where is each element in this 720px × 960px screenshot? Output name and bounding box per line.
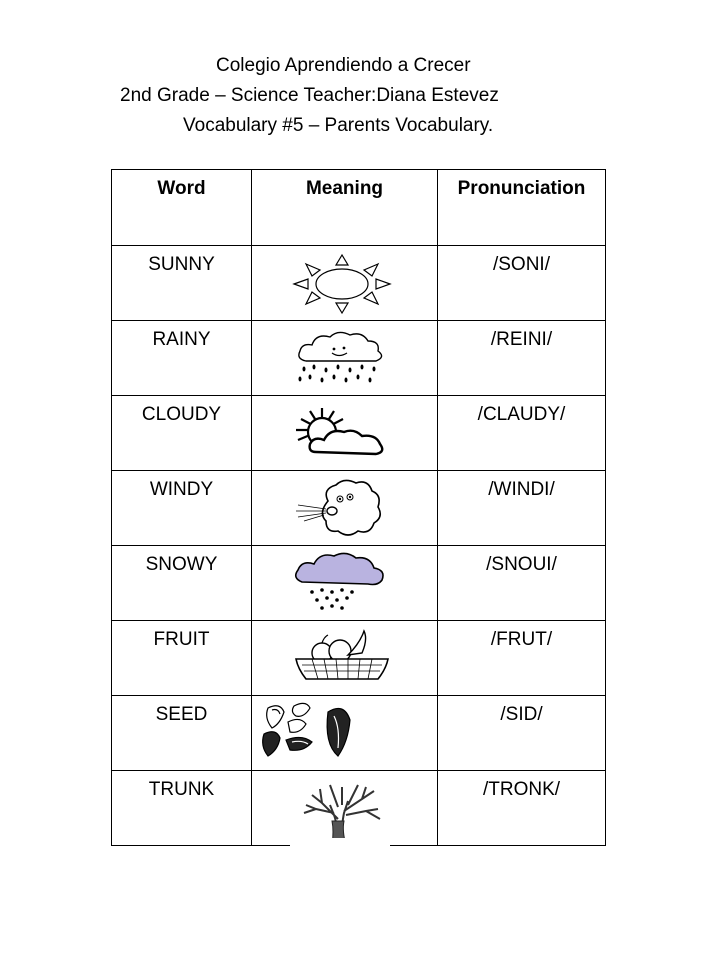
meaning-cell [252, 621, 438, 696]
word-cell: WINDY [112, 471, 252, 546]
sun-icon [282, 250, 402, 316]
pronunciation-cell: /WINDI/ [438, 471, 606, 546]
blowing-cloud-icon [282, 475, 402, 541]
grade-teacher-line: 2nd Grade – Science Teacher:Diana Estevez [120, 85, 499, 106]
header-word: Word [112, 170, 252, 246]
header-pronunciation: Pronunciation [438, 170, 606, 246]
word-cell: SUNNY [112, 246, 252, 321]
meaning-cell [252, 771, 438, 846]
sunflower-seeds-icon [258, 698, 378, 764]
word-cell: SNOWY [112, 546, 252, 621]
header-meaning: Meaning [252, 170, 438, 246]
table-row [112, 321, 606, 396]
table-row [112, 471, 606, 546]
word-cell: RAINY [112, 321, 252, 396]
table-header-row [112, 170, 606, 246]
table-row [112, 621, 606, 696]
word-cell: SEED [112, 696, 252, 771]
tree-trunk-icon [282, 775, 402, 847]
rain-cloud-icon [282, 325, 402, 391]
pronunciation-cell: /SNOUI/ [438, 546, 606, 621]
vocabulary-title: Vocabulary #5 – Parents Vocabulary. [183, 115, 494, 136]
word-cell: TRUNK [112, 771, 252, 846]
pronunciation-cell: /FRUT/ [438, 621, 606, 696]
pronunciation-cell: /CLAUDY/ [438, 396, 606, 471]
meaning-cell [252, 471, 438, 546]
word-cell: CLOUDY [112, 396, 252, 471]
image-overlap-gap [290, 838, 390, 848]
table-row [112, 696, 606, 771]
meaning-cell [252, 246, 438, 321]
table-row [112, 546, 606, 621]
table-row [112, 396, 606, 471]
vocabulary-table [111, 169, 606, 846]
pronunciation-cell: /TRONK/ [438, 771, 606, 846]
meaning-cell [252, 546, 438, 621]
table-row [112, 246, 606, 321]
meaning-cell [252, 696, 438, 771]
pronunciation-cell: /SONI/ [438, 246, 606, 321]
pronunciation-cell: /REINI/ [438, 321, 606, 396]
table-row [112, 771, 606, 846]
snow-cloud-icon [282, 550, 402, 616]
pronunciation-cell: /SID/ [438, 696, 606, 771]
fruit-basket-icon [282, 625, 402, 691]
word-cell: FRUIT [112, 621, 252, 696]
school-name: Colegio Aprendiendo a Crecer [216, 55, 471, 76]
meaning-cell [252, 396, 438, 471]
sun-behind-cloud-icon [282, 400, 402, 466]
meaning-cell [252, 321, 438, 396]
